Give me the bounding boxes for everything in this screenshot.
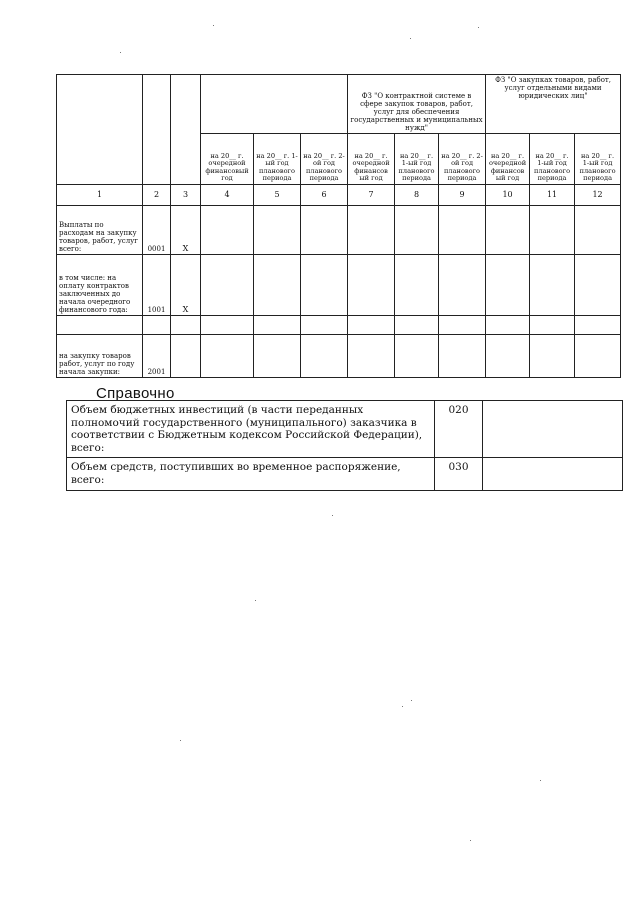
reference-code: 020 <box>435 401 483 458</box>
row-label: Выплаты по расходам на закупку товаров, работ, услуг всего: <box>57 206 143 255</box>
value-cell <box>301 316 348 335</box>
header-law-223: ФЗ "О закупках товаров, работ, услуг отдельными видами юридических лиц" <box>486 75 621 134</box>
scan-speck <box>180 740 181 741</box>
header-sub-cell: на 20__ г. 1-ый год планового периода <box>530 134 575 185</box>
row-mark <box>171 335 201 378</box>
row-label: в том числе: на оплату контрактов заключенных до начала очередного финансового года: <box>57 255 143 316</box>
header-law-44: ФЗ "О контрактной системе в сфере закупок товаров, работ, услуг для обеспечения государственных и муниципальных нужд" <box>348 75 486 134</box>
value-cell <box>575 316 621 335</box>
value-cell <box>486 206 530 255</box>
column-number: 12 <box>575 185 621 206</box>
reference-label: Объем бюджетных инвестиций (в части переданных полномочий государственного (муниципального) заказчика в соответствии с Бюджетным кодексом Российской Федерации), всего: <box>67 401 435 458</box>
value-cell <box>575 335 621 378</box>
row-mark: X <box>171 206 201 255</box>
header-cell-code <box>143 75 171 185</box>
value-cell <box>575 206 621 255</box>
value-cell <box>439 335 486 378</box>
reference-table <box>66 400 623 491</box>
row-mark <box>171 316 201 335</box>
reference-row <box>67 401 623 458</box>
value-cell <box>395 255 439 316</box>
column-number: 4 <box>201 185 254 206</box>
value-cell <box>254 335 301 378</box>
scan-speck <box>470 840 471 841</box>
scan-speck <box>402 706 403 707</box>
column-number: 2 <box>143 185 171 206</box>
table-row <box>57 316 621 335</box>
value-cell <box>201 316 254 335</box>
row-mark: X <box>171 255 201 316</box>
value-cell <box>486 316 530 335</box>
value-cell <box>254 255 301 316</box>
table-row <box>57 255 621 316</box>
table-row <box>57 335 621 378</box>
value-cell <box>201 255 254 316</box>
value-cell <box>201 206 254 255</box>
value-cell <box>348 255 395 316</box>
header-cell-total <box>201 75 348 134</box>
purchase-payments-table <box>56 74 621 378</box>
header-sub-cell: на 20__ г. 2-ой год планового периода <box>439 134 486 185</box>
reference-title: Справочно <box>96 385 175 402</box>
header-row-top <box>57 75 621 134</box>
reference-value <box>483 458 623 490</box>
scan-speck <box>478 27 479 28</box>
row-code: 2001 <box>143 335 171 378</box>
value-cell <box>348 206 395 255</box>
value-cell <box>530 255 575 316</box>
value-cell <box>530 206 575 255</box>
value-cell <box>575 255 621 316</box>
header-sub-cell: на 20__ г. 2-ой год планового периода <box>301 134 348 185</box>
header-sub-cell: на 20__ г. 1-ый год планового периода <box>254 134 301 185</box>
value-cell <box>254 206 301 255</box>
header-sub-cell: на 20__ г. 1-ый год планового периода <box>395 134 439 185</box>
value-cell <box>395 316 439 335</box>
value-cell <box>439 255 486 316</box>
row-code: 1001 <box>143 255 171 316</box>
column-number: 5 <box>254 185 301 206</box>
value-cell <box>395 206 439 255</box>
column-number: 7 <box>348 185 395 206</box>
value-cell <box>530 316 575 335</box>
value-cell <box>301 335 348 378</box>
column-number: 10 <box>486 185 530 206</box>
column-number: 1 <box>57 185 143 206</box>
header-sub-cell: на 20__ г. очередной финансов ый год <box>348 134 395 185</box>
row-code <box>143 316 171 335</box>
header-sub-cell: на 20__ г. 1-ый год планового периода <box>575 134 621 185</box>
value-cell <box>301 206 348 255</box>
header-cell-year <box>171 75 201 185</box>
header-cell-name <box>57 75 143 185</box>
value-cell <box>439 316 486 335</box>
scan-speck <box>255 600 256 601</box>
reference-code: 030 <box>435 458 483 490</box>
scan-speck <box>120 52 121 53</box>
value-cell <box>439 206 486 255</box>
reference-label: Объем средств, поступивших во временное распоряжение, всего: <box>67 458 435 490</box>
value-cell <box>201 335 254 378</box>
value-cell <box>301 255 348 316</box>
reference-row <box>67 458 623 490</box>
column-number-row <box>57 185 621 206</box>
row-label: на закупку товаров работ, услуг по году начала закупки: <box>57 335 143 378</box>
reference-value <box>483 401 623 458</box>
value-cell <box>254 316 301 335</box>
value-cell <box>486 255 530 316</box>
value-cell <box>530 335 575 378</box>
table-row <box>57 206 621 255</box>
value-cell <box>486 335 530 378</box>
column-number: 8 <box>395 185 439 206</box>
header-sub-cell: на 20__ г. очередной финансовый год <box>201 134 254 185</box>
column-number: 9 <box>439 185 486 206</box>
column-number: 6 <box>301 185 348 206</box>
scan-speck <box>332 515 333 516</box>
row-label <box>57 316 143 335</box>
header-sub-cell: на 20__ г. очередной финансов ый год <box>486 134 530 185</box>
scan-speck <box>213 25 214 26</box>
value-cell <box>395 335 439 378</box>
value-cell <box>348 335 395 378</box>
value-cell <box>348 316 395 335</box>
scan-speck <box>540 780 541 781</box>
column-number: 11 <box>530 185 575 206</box>
row-code: 0001 <box>143 206 171 255</box>
scan-speck <box>411 700 412 701</box>
scan-speck <box>410 38 411 39</box>
column-number: 3 <box>171 185 201 206</box>
